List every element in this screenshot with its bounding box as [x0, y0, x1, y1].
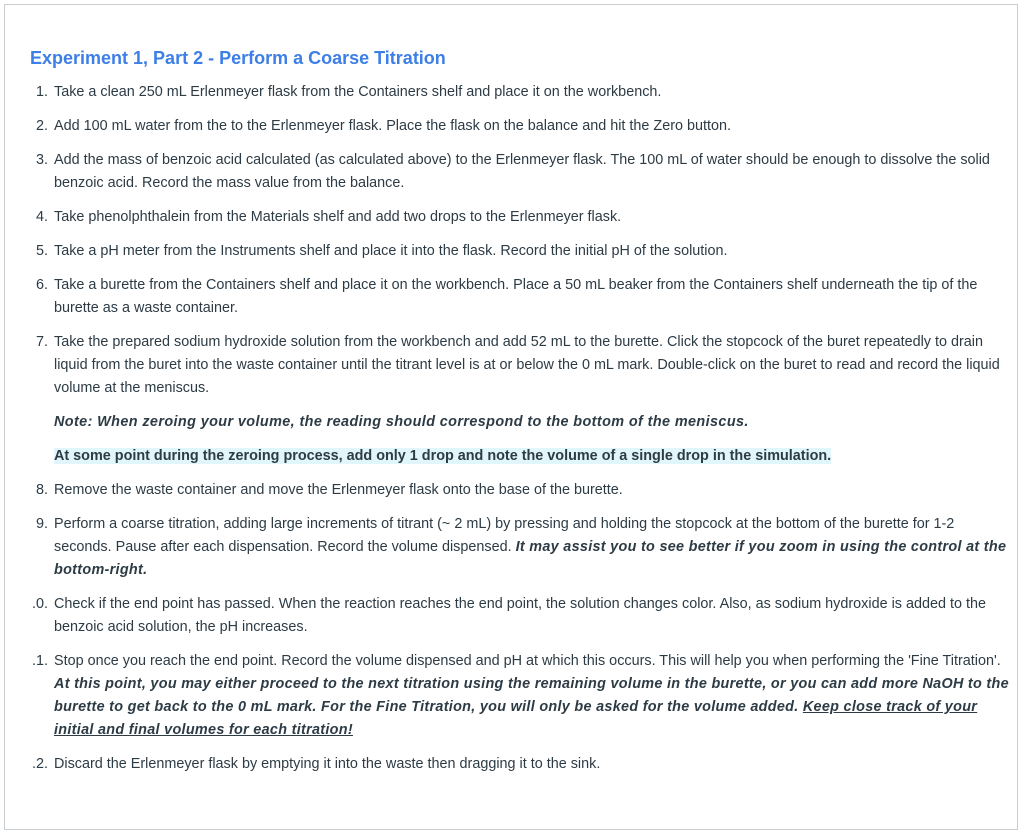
- step-11: [30, 650, 1010, 742]
- step-12: [30, 753, 1010, 776]
- step-6: [30, 274, 1010, 320]
- step-number: .0.: [32, 596, 48, 612]
- step-text: Take phenolphthalein from the Materials shelf and add two drops to the Erlenmeyer flask.: [54, 209, 622, 225]
- step-text: Add 100 mL water from the to the Erlenmeyer flask. Place the flask on the balance and hit the Zero button.: [54, 118, 732, 134]
- step-number: 6.: [35, 277, 48, 293]
- steps-list-continued: [30, 479, 1010, 776]
- step-text: Discard the Erlenmeyer flask by emptying it into the waste then dragging it to the sink.: [54, 756, 601, 772]
- highlight-note: [30, 445, 1010, 468]
- step-text: Perform a coarse titration, adding large increments of titrant (~ 2 mL) by pressing and holding the stopcock at the bottom of the burette for 1-2 seconds. Pause after each dispensation. Record the volume dispensed.: [54, 516, 955, 555]
- highlight-text: At some point during the zeroing process, add only 1 drop and note the volume of a single drop in the simulation.: [54, 448, 832, 464]
- step-number: 2.: [35, 118, 48, 134]
- step-text: Add the mass of benzoic acid calculated (as calculated above) to the Erlenmeyer flask. The 100 mL of water should be enough to dissolve the solid benzoic acid. Record the mass value from the balance.: [54, 152, 990, 191]
- step-text: Stop once you reach the end point. Record the volume dispensed and pH at which this occurs. This will help you when performing the 'Fine Titration'.: [54, 653, 1001, 669]
- step-text: Check if the end point has passed. When the reaction reaches the end point, the solution changes color. Also, as sodium hydroxide is added to the benzoic acid solution, the pH increases.: [54, 596, 986, 635]
- step-number: 3.: [35, 152, 48, 168]
- step-5: [30, 240, 1010, 263]
- step-emphasis: It may assist you to see better if you zoom in using the control at the bottom-right.: [54, 539, 1007, 578]
- step-number: .1.: [32, 653, 48, 669]
- step-number: .2.: [32, 756, 48, 772]
- step-2: [30, 115, 1010, 138]
- content-panel: [4, 4, 1018, 830]
- step-text: Take a pH meter from the Instruments shelf and place it into the flask. Record the initial pH of the solution.: [54, 243, 728, 259]
- step-text: Take a burette from the Containers shelf and place it on the workbench. Place a 50 mL beaker from the Containers shelf underneath the tip of the burette as a waste container.: [54, 277, 978, 316]
- step-text: Take the prepared sodium hydroxide solution from the workbench and add 52 mL to the burette. Click the stopcock of the buret repeatedly to drain liquid from the buret into the waste container until the titrant level is at or below the 0 mL mark. Double-click on the buret to read and record the liquid volume at the meniscus.: [54, 334, 1000, 396]
- step-number: 8.: [35, 482, 48, 498]
- step-number: 9.: [35, 516, 48, 532]
- steps-list: [30, 81, 1010, 400]
- note-text: [30, 411, 1010, 434]
- step-9: [30, 513, 1010, 582]
- step-4: [30, 206, 1010, 229]
- step-number: 4.: [35, 209, 48, 225]
- note-italic: Note: When zeroing your volume, the reading should correspond to the bottom of the meniscus.: [54, 414, 749, 430]
- step-8: [30, 479, 1010, 502]
- step-1: [30, 81, 1010, 104]
- step-emphasis-underline: Keep close track of your initial and final volumes for each titration!: [54, 699, 978, 738]
- step-7: [30, 331, 1010, 400]
- step-text: Take a clean 250 mL Erlenmeyer flask from the Containers shelf and place it on the workbench.: [54, 84, 662, 100]
- step-3: [30, 149, 1010, 195]
- page-title: Experiment 1, Part 2 - Perform a Coarse Titration: [30, 48, 446, 68]
- step-number: 7.: [35, 334, 48, 350]
- step-10: [30, 593, 1010, 639]
- step-emphasis: At this point, you may either proceed to the next titration using the remaining volume in the burette, or you can add more NaOH to the burette to get back to the 0 mL mark. For the Fine Titration, you will only be asked for the volume added.: [54, 676, 1009, 715]
- instructions: [30, 45, 1010, 787]
- step-number: 1.: [35, 84, 48, 100]
- step-number: 5.: [35, 243, 48, 259]
- step-text: Remove the waste container and move the Erlenmeyer flask onto the base of the burette.: [54, 482, 623, 498]
